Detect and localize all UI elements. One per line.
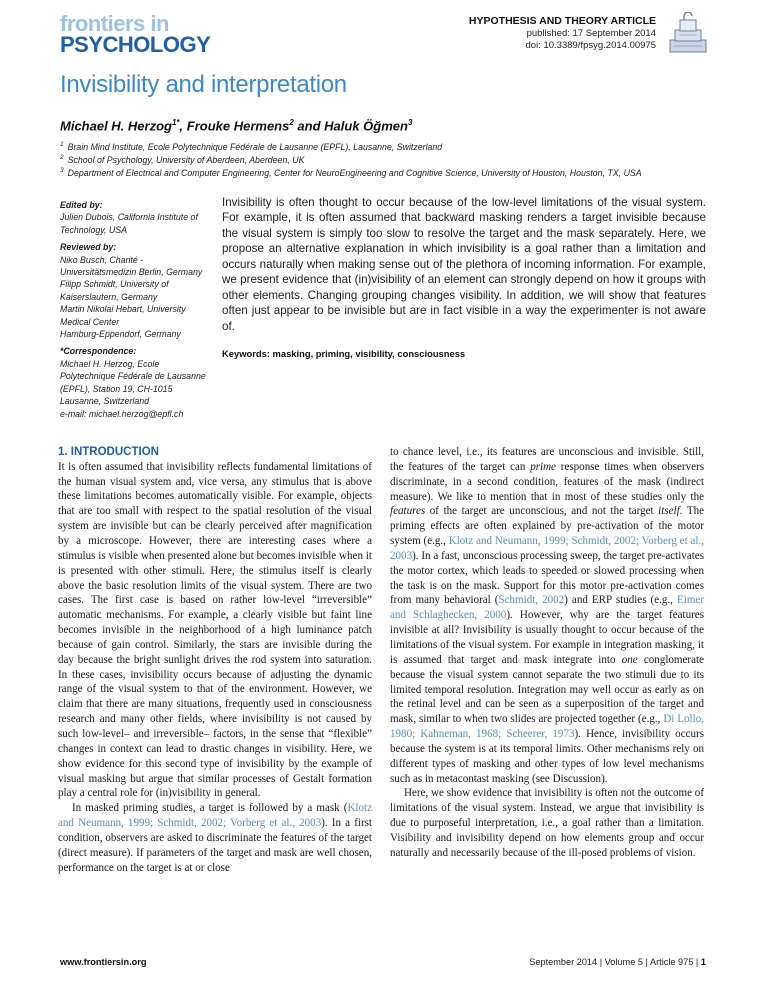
reviewed-by-label: Reviewed by: — [60, 242, 117, 253]
author-affiliation-mark: 3 — [407, 118, 413, 127]
correspondence-block — [60, 345, 212, 419]
citation-link[interactable]: Schmidt, 2002 — [498, 594, 565, 607]
reviewer-line: Niko Busch, Charité - — [60, 254, 144, 265]
journal-logo-top: frontiers in — [60, 11, 169, 36]
left-column-text — [58, 460, 372, 876]
edited-by-list — [60, 211, 212, 236]
reviewer-line: Filipp Schmidt, University of — [60, 279, 169, 290]
reviewer-line: Hamburg-Eppendorf, Germany — [60, 329, 181, 340]
author-list — [60, 114, 412, 135]
body-right-column — [390, 445, 704, 861]
footer-citation: September 2014 | Volume 5 | Article 975 | 1 — [529, 957, 706, 967]
reviewer-line: Martin Nikolai Hebart, University — [60, 304, 186, 315]
paragraph-text: response times when observers discriminate, in a second condition, features of the mask (indirect measure). We like to mention that in most of these studies only the — [390, 460, 704, 503]
emphasis-text: features — [390, 505, 426, 518]
paragraph-text: In masked priming studies, a target is followed by a mask ( — [72, 802, 348, 815]
affiliation-2: $^2$ School of Psychology, University of Aberdeen, Aberdeen, UK — [60, 154, 305, 165]
paragraph-text: It is often assumed that invisibility reflects fundamental limitations of the human visual system and, vice versa, any stimulus that is above these limitations becomes automatically visible. For example, objects that are too small with respect to the spatial resolution of the visual system are invisible but can be clearly perceived after magnification by a microscope. However, there are interesting cases where a stimulus is visible when presented alone but becomes invisible when it is presented with other stimuli. Here, the stimulus itself is clearly above the basic resolution limits of the visual system. There are two cases. The first case is based on rather low-level “irreversible” automatic mechanisms. For example, a clearly visible but faint line becomes invisible in the neighborhood of a high luminance patch because of gain control. Similarly, the stars are invisible during the day because the bright sunlight drives the rod system into saturation. In these cases, invisibility occurs because of adjusting the dynamic range of the visual system to that of the environment. However, we claim that there are many situations, frequently used in consciousness research and many other fields, where invisibility is not caused by such low-level– and irreversible– factors, in the sense that “flexible” changes in context can lead to drastic changes in visibility. Here, we show evidence for this second type of invisibility by the example of visual masking but argue that similar processes of Gestalt formation play a central role for (in)visibility in general. — [58, 460, 372, 800]
paragraph-text: ). However, why are the target features invisible at all? Invisibility is usually thought to occur because of the limitations of the visual system. For example in integration masking, it is assumed that target and mask integrate into — [390, 609, 704, 666]
article-title: Invisibility and interpretation — [60, 71, 347, 98]
author-separator: , — [179, 118, 187, 134]
paragraph-text: conglomerate because the visual system cannot separate the two stimuli due to its limited temporal resolution. Integration may well occur as early as on the retinal level and can be seen as a superposition of the target and mask, similar to when two slides are projected together (e.g., — [390, 653, 704, 726]
footer-website[interactable]: www.frontiersin.org — [60, 957, 147, 967]
footer-date: September 2014 — [529, 957, 598, 967]
paragraph-text: ). In a first condition, observers are asked to discriminate the features of the target (direct measure). If parameters of the target and mask are well chosen, performance on the target is at or close — [58, 817, 372, 874]
affiliation-1: $^1$ Brain Mind Institute, Ecole Polytechnique Fédérale de Lausanne (EPFL), Lausanne, Switzerland — [60, 141, 443, 152]
right-column-text — [390, 445, 704, 861]
abstract: Invisibility is often thought to occur because of the low-level limitations of the visual system. For example, it is often assumed that backward masking renders a target invisible because the visual system is simply too slow to resolve the target and the mask separately. Here, we propose an alternative explanation in which invisibility is a goal rather than a limitation and occurs naturally when making sense out of the plethora of incoming information. For example, we present evidence that (in)visibility of an element can strongly depend on how it groups with other elements. Changing grouping changes visibility. In addition, we will show that features often just appear to be invisible but are in fact visible in a way the experimenter is not aware of. — [222, 196, 706, 333]
author-name: Haluk Öğmen — [324, 118, 408, 134]
paragraph-text: ). Hence, invisibility occurs because the system is at its temporal limits. Other mechanisms rely on different types of masking and other types of low level mechanisms such as in metacontast masking (see Discussion). — [390, 728, 704, 785]
section-heading: 1. INTRODUCTION — [58, 446, 159, 458]
citation-link[interactable]: Eimer and Schlaghecken, 2000 — [390, 594, 704, 622]
correspondence-line: (EPFL), Station 19, CH-1015 — [60, 383, 173, 394]
body-paragraph — [58, 801, 372, 875]
reviewed-by-block — [60, 241, 212, 340]
editor-line: Technology, USA — [60, 224, 127, 235]
body-paragraph — [390, 445, 704, 786]
reviewer-line: Medical Center — [60, 316, 120, 327]
author-affiliation-mark: 1* — [171, 118, 180, 127]
reviewed-by-list — [60, 254, 212, 341]
body-left-column — [58, 445, 372, 875]
correspondence-line: Lausanne, Switzerland — [60, 396, 150, 407]
paragraph-text: ) and ERP studies (e.g., — [564, 594, 677, 607]
footer-volume: Volume 5 — [604, 957, 643, 967]
author-name: Frouke Hermens — [186, 118, 290, 134]
emphasis-text: itself — [658, 505, 680, 518]
emphasis-text: prime — [530, 460, 556, 473]
article-type: HYPOTHESIS AND THEORY ARTICLE — [468, 15, 656, 27]
correspondence-line: Michael H. Herzog, Ecole — [60, 358, 160, 369]
citation-link[interactable]: Di Lollo, 1980; Kahneman, 1968; Scheerer, 1973 — [390, 713, 704, 741]
correspondence-line: e-mail: michael.herzog@epfl.ch — [60, 408, 184, 419]
author-affiliation-mark: 2 — [289, 118, 294, 127]
body-paragraph — [390, 786, 704, 860]
published-date: published: 17 September 2014 — [526, 28, 656, 39]
edited-by-label: Edited by: — [60, 200, 103, 210]
citation-link[interactable]: Klotz and Neumann, 1999; Schmidt, 2002; Vorberg et al., 2003 — [390, 535, 704, 562]
reviewer-line: Kaiserslautern, Germany — [60, 291, 158, 302]
doi-link[interactable]: doi: 10.3389/fpsyg.2014.00975 — [525, 39, 656, 51]
paragraph-text: Here, we show evidence that invisibility is often not the outcome of limitations of the visual system. Instead, we argue that invisibility is due to purposeful interpretation, i.e., a goal rather than a limitation. Visibility and invisibility depend on how elements group and occur naturally and necessarily because of the ill-posed problems of vision. — [390, 787, 704, 859]
author-separator: and — [293, 118, 325, 134]
editor-line: Julien Dubois, California Institute of — [60, 212, 198, 223]
correspondence-line: Polytechnique Fédérale de Lausanne — [60, 371, 206, 382]
page-number: 1 — [700, 957, 706, 967]
keywords: Keywords: masking, priming, visibility, consciousness — [222, 348, 466, 359]
editorial-sidebar — [60, 199, 212, 425]
body-paragraph — [58, 460, 372, 801]
correspondence-label: *Correspondence: — [60, 346, 137, 357]
open-access-icon — [668, 12, 708, 56]
emphasis-text: one — [621, 653, 638, 666]
footer-article: Article 975 — [649, 957, 694, 967]
citation-link[interactable]: Klotz and Neumann, 1999; Schmidt, 2002; Vorberg et al., 2003 — [58, 802, 372, 830]
author-name: Michael H. Herzog — [60, 118, 172, 134]
reviewer-line: Universitätsmedizin Berlin, Germany — [60, 267, 203, 278]
paragraph-text: of the target are unconscious, and not the target — [425, 505, 659, 518]
paragraph-text: . The priming effects are often explained by pre-activation of the motor system (e.g., — [390, 505, 704, 548]
publication-meta — [526, 28, 656, 51]
edited-by-block — [60, 199, 212, 236]
journal-logo-bottom: PSYCHOLOGY — [60, 32, 211, 57]
correspondence-list — [60, 358, 212, 420]
affiliation-3: $^3$ Department of Electrical and Computer Engineering, Center for NeuroEngineering and Cognitive Science, University of Houston, Houston, TX, USA — [60, 167, 642, 178]
paragraph-text: to chance level, i.e., its features are unconscious and invisible. Still, the features of the target can — [390, 446, 704, 473]
paragraph-text: ). In a fast, unconscious processing sweep, the target pre-activates the motor cortex, which leads to speeded or slowed processing when the task is on the mask. Support for this motor pre-activation comes from many behavioral ( — [390, 549, 704, 607]
